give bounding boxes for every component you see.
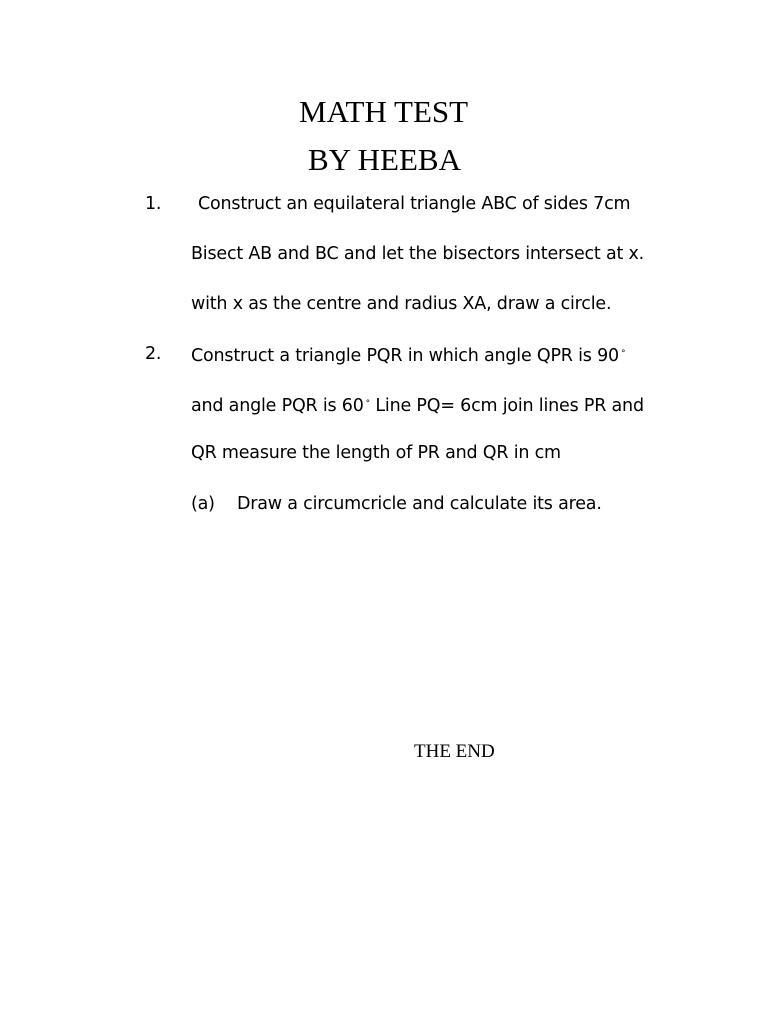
question-1-line-3: with x as the centre and radius XA, draw a circle.: [191, 294, 612, 314]
question-1-line-2: Bisect AB and BC and let the bisectors intersect at x.: [191, 244, 645, 264]
question-2-line-3: QR measure the length of PR and QR in cm: [191, 443, 561, 463]
degree-symbol: °: [365, 399, 370, 409]
degree-symbol: °: [620, 349, 626, 359]
question-1-line-1: Construct an equilateral triangle ABC of sides 7cm: [198, 194, 631, 214]
question-2-line-2-text-a: and angle PQR is 60: [191, 396, 364, 416]
question-1-number: 1.: [145, 194, 162, 214]
page-author: BY HEEBA: [308, 142, 461, 177]
question-2-line-2-text-b: Line PQ= 6cm join lines PR and: [375, 396, 644, 416]
subpart-a-text: Draw a circumcricle and calculate its area.: [237, 494, 602, 514]
question-2-number: 2.: [145, 344, 162, 364]
question-2-line-1-text: Construct a triangle PQR in which angle QPR is 90: [191, 346, 619, 366]
question-2-line-2: [191, 392, 644, 418]
page-title: MATH TEST: [299, 94, 469, 129]
question-2-line-1: [191, 342, 625, 368]
footer-the-end: THE END: [414, 741, 495, 762]
subpart-a-label: (a): [191, 494, 215, 514]
